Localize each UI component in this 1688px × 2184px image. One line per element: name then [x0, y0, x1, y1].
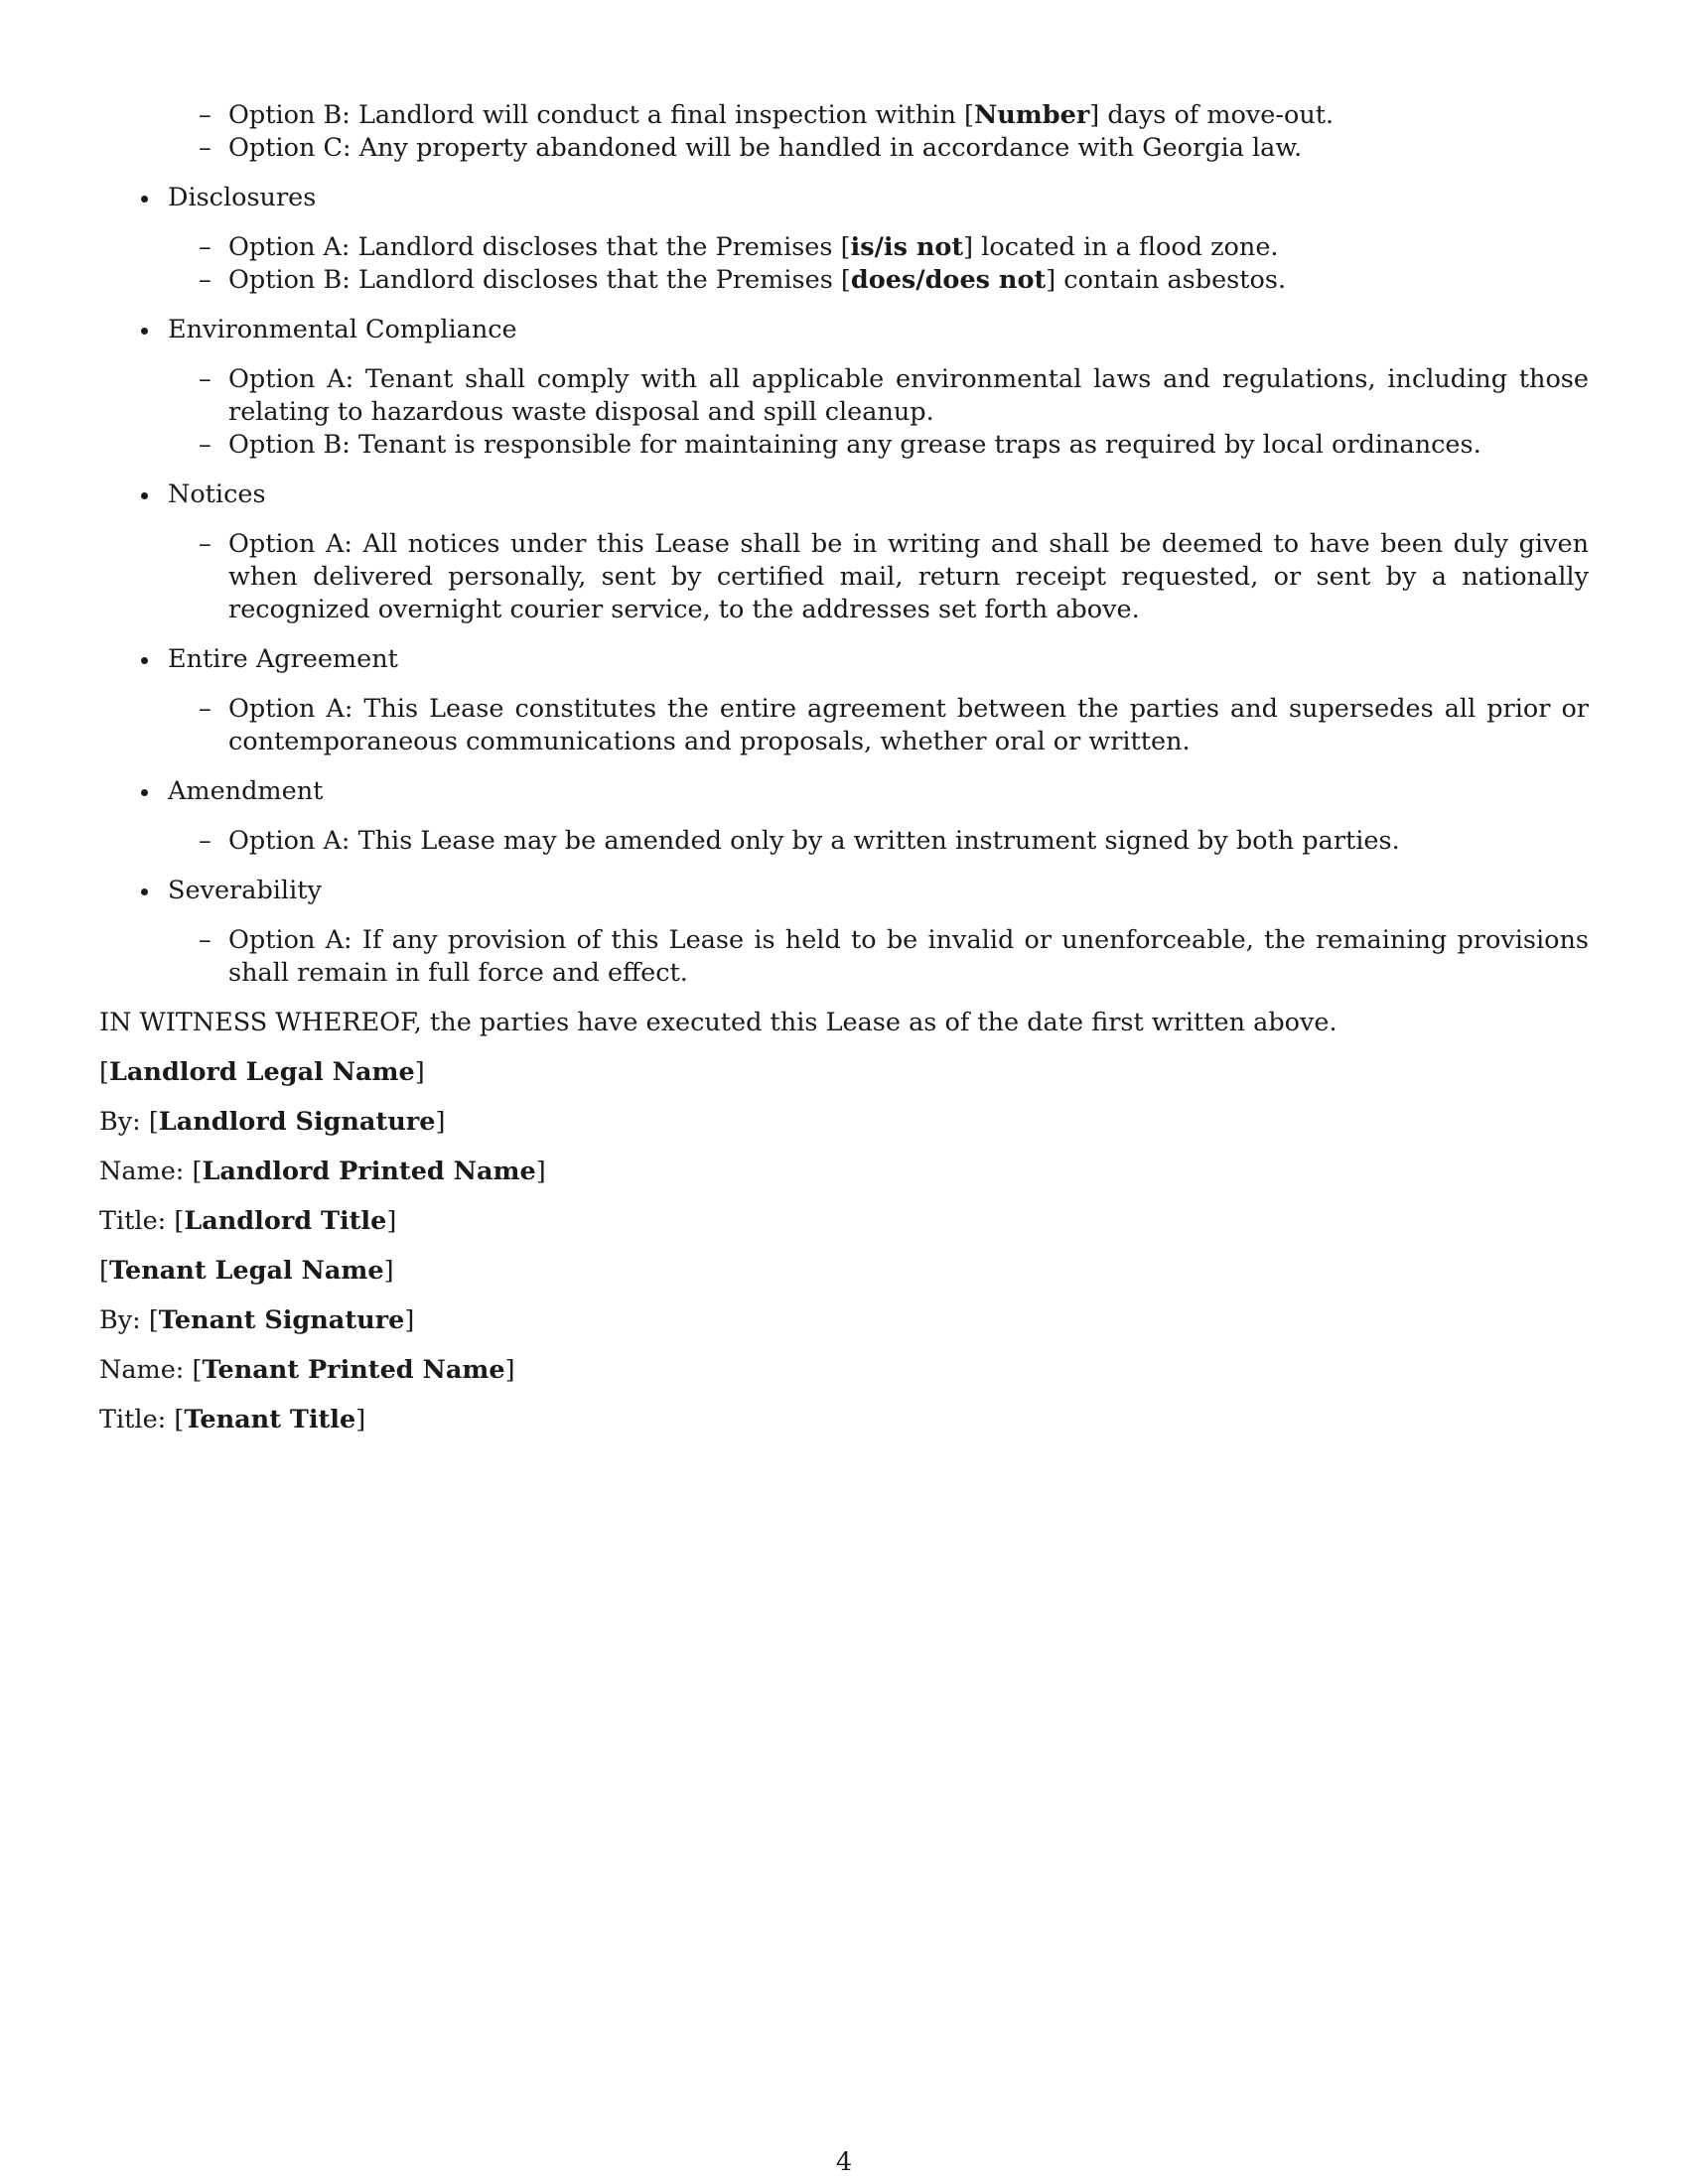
placeholder-field: Tenant Legal Name: [108, 1256, 384, 1286]
section-title: Notices: [99, 478, 1589, 511]
section-disclosures: [99, 182, 1589, 297]
section-title: Severability: [99, 875, 1589, 907]
option-item: – Option B: Tenant is responsible for maintaining any grease traps as required by local ordinances.: [228, 429, 1589, 462]
sig-text: ]: [535, 1157, 546, 1186]
section-entire-agreement: [99, 643, 1589, 758]
section-title: Amendment: [99, 775, 1589, 808]
option-text: ] days of move-out.: [1089, 100, 1335, 130]
option-item: [228, 99, 1589, 132]
sig-text: ]: [355, 1405, 366, 1434]
section-severability: [99, 875, 1589, 990]
section-title: Environmental Compliance: [99, 314, 1589, 346]
sig-text: By: [: [99, 1305, 159, 1335]
sig-text: ]: [386, 1206, 397, 1236]
placeholder-field: Number: [973, 100, 1090, 130]
sig-text: By: [: [99, 1107, 159, 1137]
sig-text: ]: [383, 1256, 394, 1286]
sig-text: ]: [435, 1107, 446, 1137]
option-list: [99, 231, 1589, 297]
placeholder-field: Tenant Signature: [158, 1305, 405, 1335]
tenant-signature-line: [99, 1304, 1589, 1337]
tenant-title-line: [99, 1404, 1589, 1436]
landlord-legal-name-line: [99, 1056, 1589, 1089]
sig-text: Name: [: [99, 1355, 203, 1385]
option-list: [99, 693, 1589, 758]
option-list: [99, 528, 1589, 626]
document-page: [99, 99, 1589, 1436]
option-list: [99, 924, 1589, 990]
continued-option-list: [99, 99, 1589, 165]
page-number: 4: [835, 2147, 853, 2177]
option-item: – Option A: If any provision of this Lease is held to be invalid or unenforceable, the remaining provisions shall remain in full force and effect.: [228, 924, 1589, 990]
option-item: – Option A: All notices under this Lease shall be in writing and shall be deemed to have been duly given when delivered personally, sent by certified mail, return receipt requested, or sent by a nationally recognized overnight courier service, to the addresses set forth above.: [228, 528, 1589, 626]
option-text: Option B: Landlord will conduct a final inspection within [: [228, 100, 974, 130]
placeholder-field: Landlord Title: [184, 1206, 387, 1236]
section-title: Disclosures: [99, 182, 1589, 214]
sig-text: Name: [: [99, 1157, 203, 1186]
option-item: – Option A: This Lease constitutes the entire agreement between the parties and supersedes all prior or contemporaneous communications and proposals, whether oral or written.: [228, 693, 1589, 758]
witness-clause: IN WITNESS WHEREOF, the parties have executed this Lease as of the date first written above.: [99, 1008, 1337, 1037]
sig-text: ]: [414, 1057, 425, 1087]
placeholder-field: Tenant Printed Name: [202, 1355, 505, 1385]
section-amendment: [99, 775, 1589, 858]
sig-text: Title: [: [99, 1405, 185, 1434]
signature-block: [99, 1056, 1589, 1436]
option-item: [228, 264, 1589, 297]
sig-text: Title: [: [99, 1206, 185, 1236]
landlord-printed-name-line: [99, 1156, 1589, 1188]
section-environmental-compliance: [99, 314, 1589, 462]
section-list: [99, 182, 1589, 990]
option-item: [228, 231, 1589, 264]
placeholder-field: Landlord Printed Name: [202, 1157, 536, 1186]
tenant-printed-name-line: [99, 1354, 1589, 1387]
tenant-legal-name-line: [99, 1255, 1589, 1288]
option-item: [228, 132, 1589, 165]
sig-text: ]: [404, 1305, 415, 1335]
placeholder-field: Tenant Title: [184, 1405, 356, 1434]
option-item: – Option A: This Lease may be amended only by a written instrument signed by both parties.: [228, 825, 1589, 858]
sig-text: [: [99, 1057, 109, 1087]
option-text: ] located in a flood zone.: [963, 232, 1279, 262]
option-text: ] contain asbestos.: [1046, 265, 1287, 295]
placeholder-field: is/is not: [850, 232, 964, 262]
sig-text: [: [99, 1256, 109, 1286]
landlord-signature-line: [99, 1106, 1589, 1139]
option-text: Option A: Landlord discloses that the Premises [: [228, 232, 851, 262]
option-item: – Option A: Tenant shall comply with all applicable environmental laws and regulations, including those relating to hazardous waste disposal and spill cleanup.: [228, 363, 1589, 429]
sig-text: ]: [504, 1355, 515, 1385]
placeholder-field: does/does not: [850, 265, 1047, 295]
section-notices: [99, 478, 1589, 626]
placeholder-field: Landlord Signature: [158, 1107, 436, 1137]
placeholder-field: Landlord Legal Name: [108, 1057, 415, 1087]
option-text: Option B: Landlord discloses that the Premises [: [228, 265, 851, 295]
landlord-title-line: [99, 1205, 1589, 1238]
option-list: [99, 825, 1589, 858]
option-text: Option C: Any property abandoned will be handled in accordance with Georgia law.: [228, 133, 1303, 163]
option-list: [99, 363, 1589, 462]
section-title: Entire Agreement: [99, 643, 1589, 676]
